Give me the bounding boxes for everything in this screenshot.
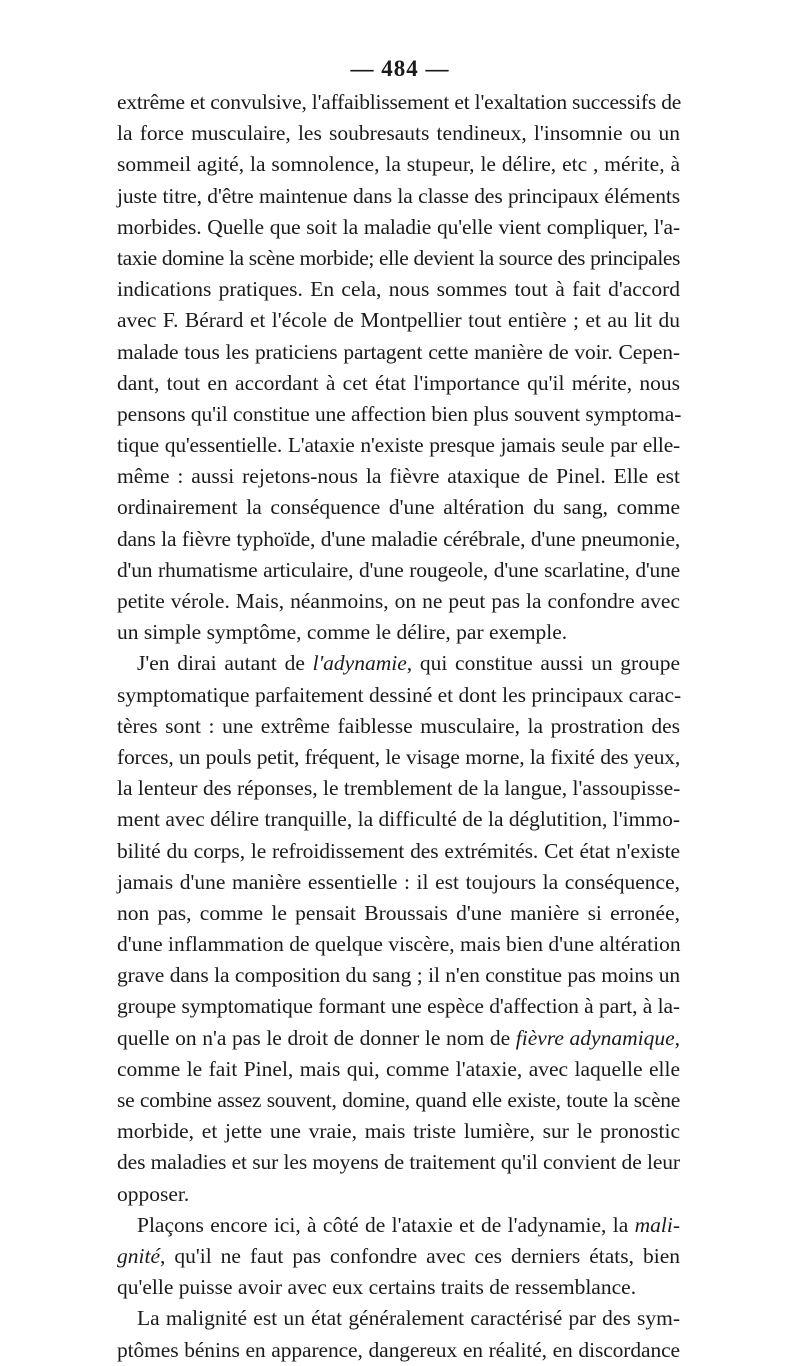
text-line: des maladies et sur les moyens de traitement qu'il convient de leur xyxy=(117,1150,680,1175)
text-line: petite vérole. Mais, néanmoins, on ne peut pas la confondre avec xyxy=(117,589,680,613)
text-line: juste titre, d'être maintenue dans la classe des principaux éléments xyxy=(117,183,680,208)
page-number: — 484 — xyxy=(350,56,450,81)
text-line xyxy=(117,1241,680,1272)
text-line: symptomatique parfaitement dessiné et dont les principaux carac- xyxy=(117,682,682,707)
text-line: indications pratiques. En cela, nous sommes tout à fait d'accord xyxy=(117,277,680,302)
text-line: opposer. xyxy=(117,1181,190,1206)
text-line: comme le fait Pinel, mais qui, comme l'ataxie, avec laquelle elle xyxy=(117,1056,680,1081)
text-line: pensons qu'il constitue une affection bien plus souvent symptoma- xyxy=(117,401,682,426)
text-line: forces, un pouls petit, fréquent, le visage morne, la fixité des yeux, xyxy=(117,744,680,769)
italic-term: mali- xyxy=(634,1212,680,1237)
text-line: dans la fièvre typhoïde, d'une maladie cérébrale, d'une pneumonie, xyxy=(117,526,680,551)
text-run: J'en dirai autant de xyxy=(137,651,313,676)
text-line: malade tous les praticiens partagent cette manière de voir. Cepen- xyxy=(117,339,680,364)
body-text xyxy=(117,87,680,1366)
text-line: jamais d'une manière essentielle : il est toujours la conséquence, xyxy=(117,869,680,894)
text-run: , qui constitue aussi un groupe xyxy=(406,651,680,676)
text-line xyxy=(117,1210,680,1241)
text-line: La malignité est un état généralement caractérisé par des sym- xyxy=(137,1306,680,1331)
italic-term: fièvre adynamique, xyxy=(515,1025,681,1050)
text-line: avec F. Bérard et l'école de Montpellier tout entière ; et au lit du xyxy=(117,308,680,333)
text-line: morbide, et jette une vraie, mais triste lumière, sur le pronostic xyxy=(117,1119,680,1144)
text-line: groupe symptomatique formant une espèce d'affection à part, à la- xyxy=(117,994,680,1019)
text-line: tique qu'essentielle. L'ataxie n'existe presque jamais seule par elle- xyxy=(117,433,680,458)
text-line: grave dans la composition du sang ; il n'en constitue pas moins un xyxy=(117,963,680,988)
text-line: tères sont : une extrême faiblesse musculaire, la prostration des xyxy=(117,713,680,738)
text-line: un simple symptôme, comme le délire, par exemple. xyxy=(117,620,568,645)
text-line: ment avec délire tranquille, la difficulté de la déglutition, l'immo- xyxy=(117,807,680,832)
italic-term: l'adynamie xyxy=(312,651,407,676)
text-run: quelle on n'a pas le droit de donner le nom de xyxy=(117,1025,516,1050)
text-run: Plaçons encore ici, à côté de l'ataxie et de l'adynamie, la xyxy=(137,1212,635,1237)
text-line: bilité du corps, le refroidissement des extrémités. Cet état n'existe xyxy=(117,838,680,863)
text-line: morbides. Quelle que soit la maladie qu'elle vient compliquer, l'a- xyxy=(117,214,680,239)
text-line: sommeil agité, la somnolence, la stupeur, le délire, etc , mérite, à xyxy=(117,152,680,177)
text-line: qu'elle puisse avoir avec eux certains traits de ressemblance. xyxy=(117,1275,637,1300)
text-line: la lenteur des réponses, le tremblement de la langue, l'assoupisse- xyxy=(117,776,681,801)
text-line xyxy=(117,1023,680,1054)
text-line: même : aussi rejetons-nous la fièvre ataxique de Pinel. Elle est xyxy=(117,464,680,489)
text-line: taxie domine la scène morbide; elle devient la source des principales xyxy=(117,245,680,270)
text-line xyxy=(117,648,680,679)
text-run: , qu'il ne faut pas confondre avec ces derniers états, bien xyxy=(160,1243,680,1268)
text-line: d'un rhumatisme articulaire, d'une rougeole, d'une scarlatine, d'une xyxy=(117,557,680,582)
text-line: dant, tout en accordant à cet état l'importance qu'il mérite, nous xyxy=(117,370,680,395)
italic-term: gnité xyxy=(117,1243,160,1268)
text-line: se combine assez souvent, domine, quand elle existe, toute la scène xyxy=(117,1088,680,1112)
text-line: ordinairement la conséquence d'une altération du sang, comme xyxy=(117,495,680,520)
text-line: la force musculaire, les soubresauts tendineux, l'insomnie ou un xyxy=(117,121,680,146)
text-line: extrême et convulsive, l'affaiblissement et l'exaltation successifs de xyxy=(117,90,682,114)
text-line: d'une inflammation de quelque viscère, mais bien d'une altération xyxy=(117,932,681,957)
text-line: ptômes bénins en apparence, dangereux en réalité, en discordance xyxy=(117,1337,680,1362)
text-line: non pas, comme le pensait Broussais d'une manière si erronée, xyxy=(117,900,680,925)
